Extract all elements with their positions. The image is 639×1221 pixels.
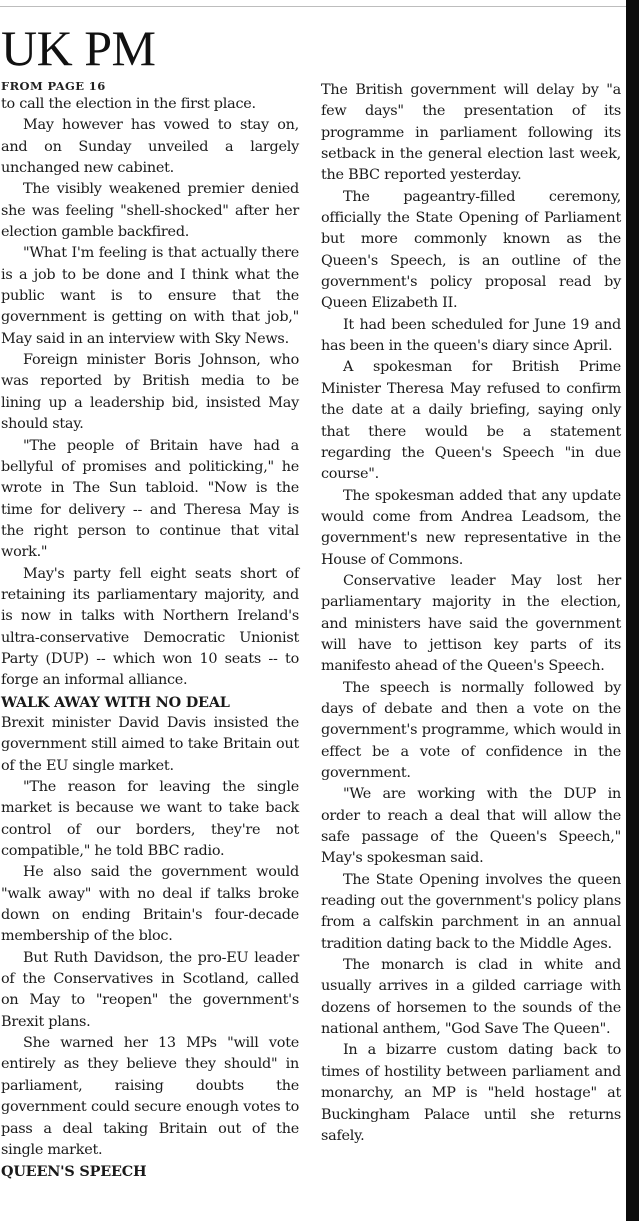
right-column-body	[321, 80, 621, 1147]
right-column	[321, 80, 621, 1147]
article-paragraph: The monarch is clad in white and usually arrives in a gilded carriage with dozens of horsemen to the sounds of the national anthem, "God Save The Queen".	[321, 957, 621, 1038]
article-paragraph: In a bizarre custom dating back to times of hostility between parliament and monarchy, an MP is "held hostage" at Buckingham Palace until she returns safely.	[321, 1042, 621, 1144]
article-paragraph: The State Opening involves the queen reading out the government's policy plans from a calfskin parchment in an annual tradition dating back to the Middle Ages.	[321, 871, 621, 952]
article-paragraph: The pageantry-filled ceremony, officially the State Opening of Parliament but more commonly known as the Queen's Speech, is an outline of the government's policy proposal read by Queen Elizabeth II.	[321, 188, 621, 312]
section-heading: QUEEN'S SPEECH	[1, 1163, 147, 1181]
article-paragraph: May however has vowed to stay on, and on Sunday unveiled a largely unchanged new cabinet.	[1, 117, 299, 177]
continued-from-label: FROM PAGE 16	[1, 79, 106, 93]
top-rule	[0, 6, 626, 7]
article-paragraph: A spokesman for British Prime Minister Theresa May refused to confirm the date at a daily briefing, saying only that there would be a statement regarding the Queen's Speech "in due course".	[321, 359, 621, 483]
section-heading: WALK AWAY WITH NO DEAL	[1, 693, 230, 711]
article-paragraph: The spokesman added that any update would come from Andrea Leadsom, the government's new representative in the House of Commons.	[321, 487, 621, 568]
article-paragraph: "We are working with the DUP in order to reach a deal that will allow the safe passage of the Queen's Speech," May's spokesman said.	[321, 786, 621, 867]
article-paragraph: He also said the government would "walk away" with no deal if talks broke down on ending Britain's four-decade membership of the bloc.	[1, 864, 299, 945]
article-paragraph: She warned her 13 MPs "will vote entirely as they believe they should" in parliament, raising doubts the government could secure enough votes to pass a deal taking Britain out of the single market.	[1, 1035, 299, 1158]
article-paragraph: Brexit minister David Davis insisted the government still aimed to take Britain out of the EU single market.	[1, 714, 299, 774]
left-column-body	[1, 94, 299, 1183]
article-paragraph: The British government will delay by "a few days" the presentation of its programme in parliament following its setback in the general election last week, the BBC reported yesterday.	[321, 82, 621, 184]
article-paragraph: It had been scheduled for June 19 and has been in the queen's diary since April.	[321, 316, 621, 355]
article-paragraph: "The people of Britain have had a bellyful of promises and politicking," he wrote in The Sun tabloid. "Now is the time for delivery -- and Theresa May is the right person to continue that vital work."	[1, 437, 299, 561]
article-paragraph: "The reason for leaving the single market is because we want to take back control of our borders, they're not compatible," he told BBC radio.	[1, 779, 299, 860]
left-column	[1, 78, 299, 1183]
article-paragraph: to call the election in the first place.	[1, 96, 256, 112]
article-paragraph: The speech is normally followed by days of debate and then a vote on the government's programme, which would in effect be a vote of confidence in the government.	[321, 679, 621, 781]
article-paragraph: The visibly weakened premier denied she was feeling "shell-shocked" after her election gamble backfired.	[1, 181, 299, 241]
page-edge-border	[626, 0, 639, 1221]
article-paragraph: Foreign minister Boris Johnson, who was reported by British media to be lining up a leadership bid, insisted May should stay.	[1, 352, 299, 433]
article-paragraph: "What I'm feeling is that actually there is a job to be done and I think what the public want is to ensure that the government is getting on with that job," May said in an interview with Sky News.	[1, 245, 299, 347]
article-paragraph: May's party fell eight seats short of retaining its parliamentary majority, and is now in talks with Northern Ireland's ultra-conservative Democratic Unionist Party (DUP) -- which won 10 seats -- to forge an informal alliance.	[1, 565, 299, 689]
headline: UK PM	[1, 20, 156, 76]
article-paragraph: But Ruth Davidson, the pro-EU leader of the Conservatives in Scotland, called on May to "reopen" the government's Brexit plans.	[1, 949, 299, 1030]
article-paragraph: Conservative leader May lost her parliamentary majority in the election, and ministers have said the government will have to jettison key parts of its manifesto ahead of the Queen's Speech.	[321, 572, 621, 675]
